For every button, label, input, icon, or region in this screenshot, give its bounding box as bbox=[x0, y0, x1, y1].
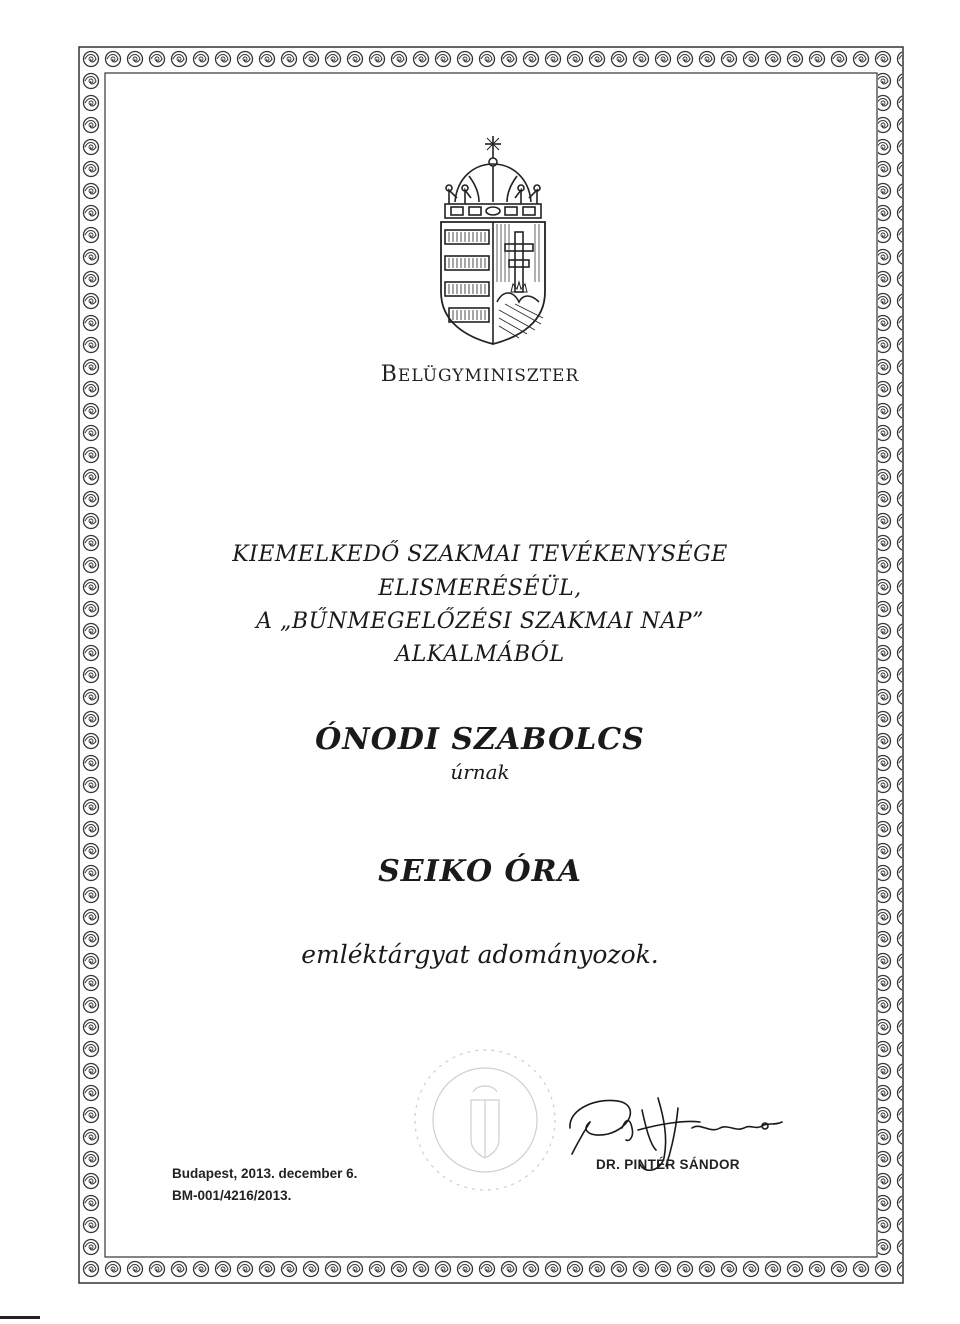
ministry-title-rest: ELÜGYMINISZTER bbox=[397, 366, 580, 386]
citation-line-3: A „BŰNMEGELŐZÉSI SZAKMAI NAP” bbox=[256, 609, 704, 634]
ministry-title bbox=[0, 362, 960, 387]
ministry-title-initial: B bbox=[380, 362, 398, 387]
dry-seal-stamp bbox=[405, 1040, 565, 1200]
recipient-name: ÓNODI SZABOLCS bbox=[315, 722, 645, 757]
reference-number: BM-001/4216/2013. bbox=[172, 1188, 292, 1203]
recipient-salutation: úrnak bbox=[450, 760, 510, 784]
scan-edge-mark bbox=[0, 1316, 40, 1319]
place-and-date: Budapest, 2013. december 6. bbox=[172, 1166, 358, 1181]
hungarian-coat-of-arms-icon bbox=[435, 132, 551, 347]
citation-line-1: KIEMELKEDŐ SZAKMAI TEVÉKENYSÉGE bbox=[232, 542, 728, 567]
award-phrase: emléktárgyat adományozok. bbox=[301, 940, 659, 969]
award-item: SEIKO ÓRA bbox=[378, 854, 582, 889]
citation-line-2: ELISMERÉSÉÜL, bbox=[378, 576, 582, 601]
signer-name: DR. PINTÉR SÁNDOR bbox=[596, 1157, 740, 1172]
citation-line-4: ALKALMÁBÓL bbox=[395, 642, 565, 667]
